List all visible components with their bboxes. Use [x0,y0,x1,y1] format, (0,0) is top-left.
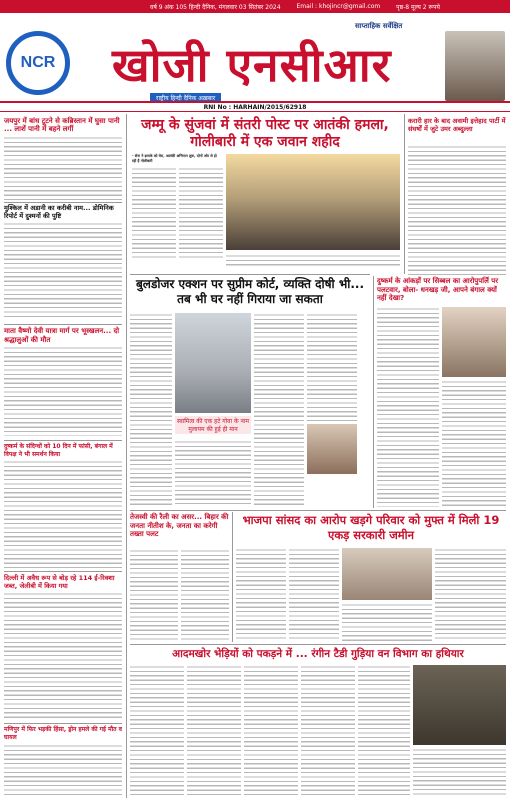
right-body-1 [408,145,506,275]
story5-body-1 [130,665,184,796]
left-body-5 [4,592,122,720]
newspaper-title: खोजी एनसीआर [112,38,392,92]
left-headline-1: जयपुर में बांध टूटने से कब्रिस्तान में घुसा पानी ... लाशें पानी में बहने लगीं [4,117,120,133]
story2-body-2 [175,440,251,506]
column-rule [373,276,374,508]
divider [4,324,122,325]
divider [130,510,506,511]
left-body-4 [4,460,122,568]
wolf-photo [413,665,506,745]
ncr-logo: NCR [6,31,70,95]
right-headline-1: करारी हार के बाद अवामी इत्तेहाद पार्टी में संघर्षों में जुटे उमर अब्दुल्ला [408,117,506,133]
top-info-bar [0,0,510,13]
divider [4,571,122,572]
portrait-photo-2 [307,424,357,474]
column-rule [126,114,127,798]
right-body-3 [442,380,506,507]
story5-body-3 [244,665,298,796]
divider [130,274,370,275]
story4-body-2 [289,548,339,640]
divider [4,440,122,441]
story2-body-4 [307,313,357,421]
portrait-photo [445,31,505,101]
politician-photo [442,307,506,377]
divider [4,202,122,203]
kharge-photo [342,548,432,600]
divider [130,644,506,645]
right-headline-2: दुष्कर्म के आंकड़ों पर सिब्बल का आरोपुपर्लि पर पलटवार, बोला- धनखड़ जी, आपने बंगाल क्यों नहीं देखा? [377,277,499,302]
kharge-headline: भाजपा सांसद का आरोप खड़गे परिवार को मुफ्त में मिली 19 एकड़ सरकारी जमीन [242,513,500,542]
right-body-2 [377,307,439,507]
left-body-1 [4,136,122,200]
email-info: Email : khojincr@gmail.com [296,3,381,10]
left-headline-3: माता वैष्णो देवी यात्रा मार्ग पर भूस्खलन... दो श्रद्धालुओं की मौत [4,327,120,344]
soldiers-photo [226,154,400,250]
story5-body-5 [358,665,410,796]
supreme-court-photo [175,313,251,413]
lead-caption: - सेना ने इलाके को घेरा, आतंकी अभियान शुरू, दोनों ओर से हो रही है गोलीबारी [132,154,217,163]
story4-body-3 [342,603,432,641]
lead-body-3 [226,254,400,268]
left-headline-4: दुष्कर्म के संदिग्धों को 10 दिन में फांसी, बंगाल में विपक्ष ने भी समर्थन किया [4,443,113,458]
bulldozer-headline: बुलडोजर एक्शन पर सुप्रीम कोर्ट, व्यक्ति दोषी भी... तब भी घर नहीं गिराया जा सकता [135,277,365,306]
story2-caption: स्वामित्व की एक हटे गोवा के नाम मुलायम की हुई ही मान [175,416,251,434]
story5-body-2 [187,665,241,796]
column-rule [404,114,405,274]
tagline: राष्ट्रीय हिन्दी दैनिक अख़बार [150,93,221,103]
story3-body-1 [130,549,178,641]
left-headline-2: मुश्किल में अडानी का करीबी नाम... डोमिनिक रिपोर्ट में दुश्मनों की पुष्टि [4,204,114,220]
tejaswi-headline: तेजस्वी की रैली का असर... बिहार की जनता नीतीश के, जनता का करेगी तख्ता पलट [130,513,229,538]
story2-body-1 [130,313,172,507]
issue-info: वर्ष 9 अंक 105 हिन्दी दैनिक, मंगलवार 03 सितंबर 2024 [150,3,281,11]
story4-body-4 [435,548,506,640]
wolves-headline: आदमखोर भेड़ियों को पकड़ने में ... रंगीन टैडी गुड़िया वन विभाग का हथियार [172,648,464,660]
story3-body-2 [181,549,229,641]
masthead [0,13,510,101]
lead-headline: जम्मू के सुंजवां में संतरी पोस्ट पर आतंकी हमला, गोलीबारी में एक जवान शहीद [141,117,389,150]
left-body-3 [4,346,122,436]
story5-body-6 [413,748,506,796]
price-info: पृष्ठ-8 मूल्य 2 रूपये [396,3,440,11]
weekly-label: साप्ताहिक सर्वेक्षित [355,22,403,30]
left-headline-6: मणिपुर में फिर भड़की हिंसा, ड्रोन हमले की गई मौत व घायल [4,726,122,741]
column-rule [232,512,233,642]
lead-body-1 [132,167,176,259]
story5-body-4 [301,665,355,796]
lead-body-2 [179,167,223,259]
story2-body-3 [254,313,304,507]
left-body-6 [4,744,122,796]
rni-strip: RNI No : HARHAIN/2015/62918 [0,101,510,112]
divider [4,723,122,724]
left-body-2 [4,222,122,320]
left-headline-5: दिल्ली में अवैध रूप से बोड़ रहे 114 ई-रिक्शा जब्त, जेलीबी में किया गया [4,574,115,590]
story4-body-1 [236,548,286,640]
